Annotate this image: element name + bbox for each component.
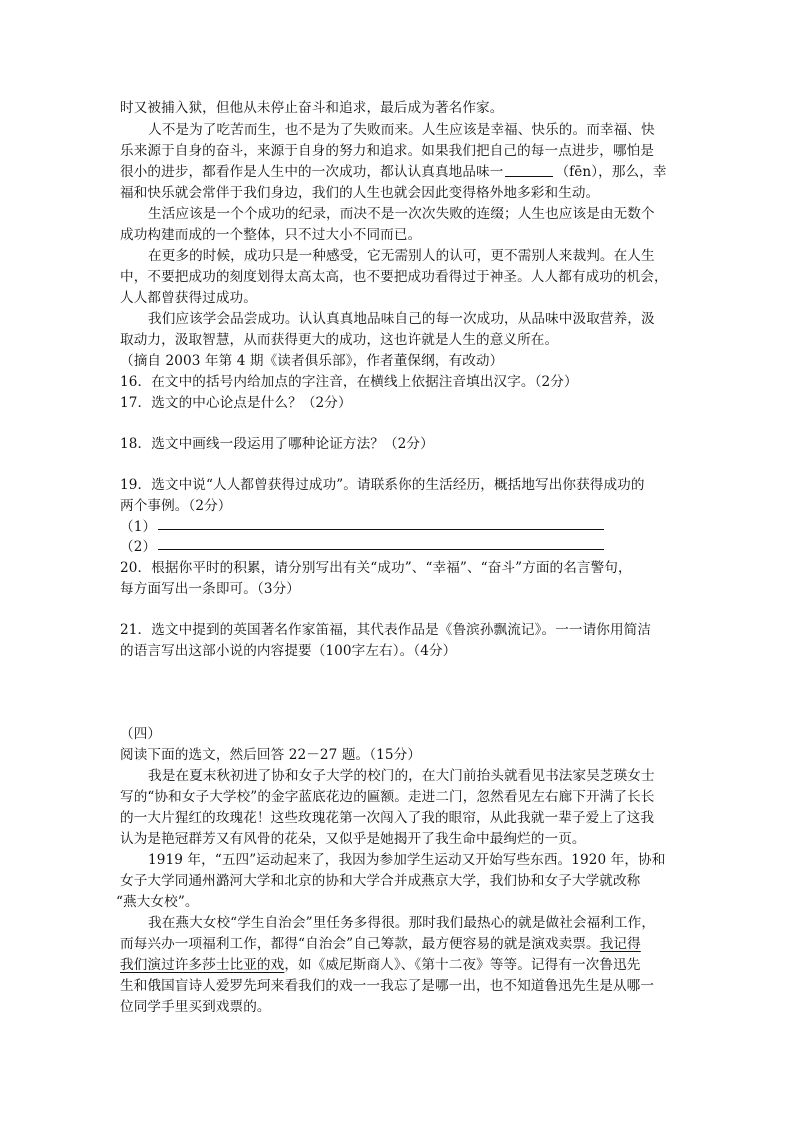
text-line: 我在燕大女校“学生自治会”里任务多得很。那时我们最热心的就是做社会福利工作， bbox=[148, 915, 656, 931]
text-line: 人不是为了吃苦而生，也不是为了失败而来。人生应该是幸福、快乐的。而幸福、快 bbox=[148, 122, 655, 138]
answer-label-1: （1） bbox=[120, 519, 157, 535]
fill-in-blank[interactable] bbox=[505, 163, 553, 177]
text-line: 中，不要把成功的刻度划得太高太高，也不要把成功看得过于神圣。人人都有成功的机会， bbox=[120, 269, 668, 285]
text-segment: （fēn），那么，幸 bbox=[555, 164, 667, 180]
question-21: 21．选文中提到的英国著名作家笛福，其代表作品是《鲁滨孙飘流记》。一一请你用简洁 bbox=[120, 622, 652, 638]
text-line: 乐来源于自身的奋斗，来源于自身的努力和追求。如果我们把自己的每一点进步，哪怕是 bbox=[120, 143, 655, 159]
answer-line-1[interactable] bbox=[158, 529, 604, 530]
question-16: 16．在文中的括号内给加点的字注音，在横线上依据注音填出汉字。（2分） bbox=[120, 374, 578, 390]
text-line: 时又被捕入狱，但他从未停止奋斗和追求，最后成为著名作家。 bbox=[120, 100, 504, 116]
section-heading: （四） bbox=[120, 726, 162, 742]
answer-label-2: （2） bbox=[120, 539, 157, 555]
text-line bbox=[120, 955, 640, 975]
question-18: 18．选文中画线一段运用了哪种论证方法？（2分） bbox=[120, 436, 434, 452]
text-line: 福和快乐就会常伴于我们身边，我们的人生也就会因此变得格外地多彩和生动。 bbox=[120, 185, 600, 201]
question-17: 17．选文的中心论点是什么？（2分） bbox=[120, 395, 352, 411]
text-line: 认为是艳冠群芳又有风骨的花朵，又似乎是她揭开了我生命中最绚烂的一页。 bbox=[120, 831, 586, 847]
text-line: 我们应该学会品尝成功。认认真真地品味自己的每一次成功，从品味中汲取营养，汲 bbox=[148, 311, 655, 327]
text-line: 位同学手里买到戏票的。 bbox=[120, 999, 271, 1015]
section-instruction: 阅读下面的选文，然后回答 22－27 题。（15分） bbox=[120, 747, 422, 763]
text-line: 生活应该是一个个成功的纪录，而决不是一次次失败的连缀；人生也应该是由无数个 bbox=[148, 206, 655, 222]
text-line: 在更多的时候，成功只是一种感受，它无需别人的认可，更不需别人来裁判。在人生 bbox=[148, 248, 655, 264]
question-19-cont: 两个事例。（2分） bbox=[120, 498, 232, 514]
question-19: 19．选文中说“人人都曾获得过成功”。请联系你的生活经历，概括地写出你获得成功的 bbox=[120, 477, 645, 493]
text-line bbox=[120, 934, 641, 954]
text-line: 人人都曾获得过成功。 bbox=[120, 290, 257, 306]
text-line: 取动力，汲取智慧，从而获得更大的成功，这也许就是人生的意义所在。 bbox=[120, 332, 559, 348]
text-line: 1919 年，“五四”运动起来了，我因为参加学生运动又开始写些东西。1920 年，协和 bbox=[148, 852, 666, 868]
underlined-text: 我记得 bbox=[599, 936, 641, 952]
text-line: 成功构建而成的一个整体，只不过大小不同而已。 bbox=[120, 227, 422, 243]
source-note: （摘自 2003 年第 4 期《读者俱乐部》，作者董保纲，有改动） bbox=[120, 353, 504, 369]
text-segment: ，如《威尼斯商人》、《第十二夜》等等。记得有一次鲁迅先 bbox=[284, 957, 641, 973]
text-line: “燕大女校”。 bbox=[116, 894, 199, 910]
text-line: 女子大学同通州潞河大学和北京的协和大学合并成燕京大学，我们协和女子大学就改称 bbox=[120, 873, 641, 889]
question-20-cont: 每方面写出一条即可。（3分） bbox=[120, 581, 300, 597]
question-20: 20．根据你平时的积累，请分别写出有关“成功”、“幸福”、“奋斗”方面的名言警句， bbox=[120, 560, 632, 576]
text-segment: 而每兴办一项福利工作，都得“自治会”自己筹款，最方便容易的就是演戏卖票。 bbox=[120, 936, 600, 952]
underlined-text: 我们演过许多莎士比亚的戏 bbox=[120, 957, 285, 973]
text-line: 生和俄国盲诗人爱罗先珂来看我们的戏一一我忘了是哪一出，也不知道鲁迅先生是从哪一 bbox=[120, 978, 655, 994]
text-line: 写的“协和女子大学校”的金字蓝底花边的匾额。走进二门，忽然看见左右廊下开满了长长 bbox=[120, 789, 655, 805]
text-line: 我是在夏末秋初进了协和女子大学的校门的，在大门前抬头就看见书法家吴芝瑛女士 bbox=[148, 768, 655, 784]
question-21-cont: 的语言写出这部小说的内容提要（100字左右）。（4分） bbox=[120, 643, 457, 659]
text-line bbox=[120, 162, 667, 182]
answer-line-2[interactable] bbox=[158, 549, 604, 550]
text-segment: 很小的进步，都看作是人生中的一次成功，都认认真真地品味一 bbox=[120, 164, 504, 180]
text-line: 的一大片猩红的玫瑰花！这些玫瑰花第一次闯入了我的眼帘，从此我就一辈子爱上了这我 bbox=[120, 810, 655, 826]
